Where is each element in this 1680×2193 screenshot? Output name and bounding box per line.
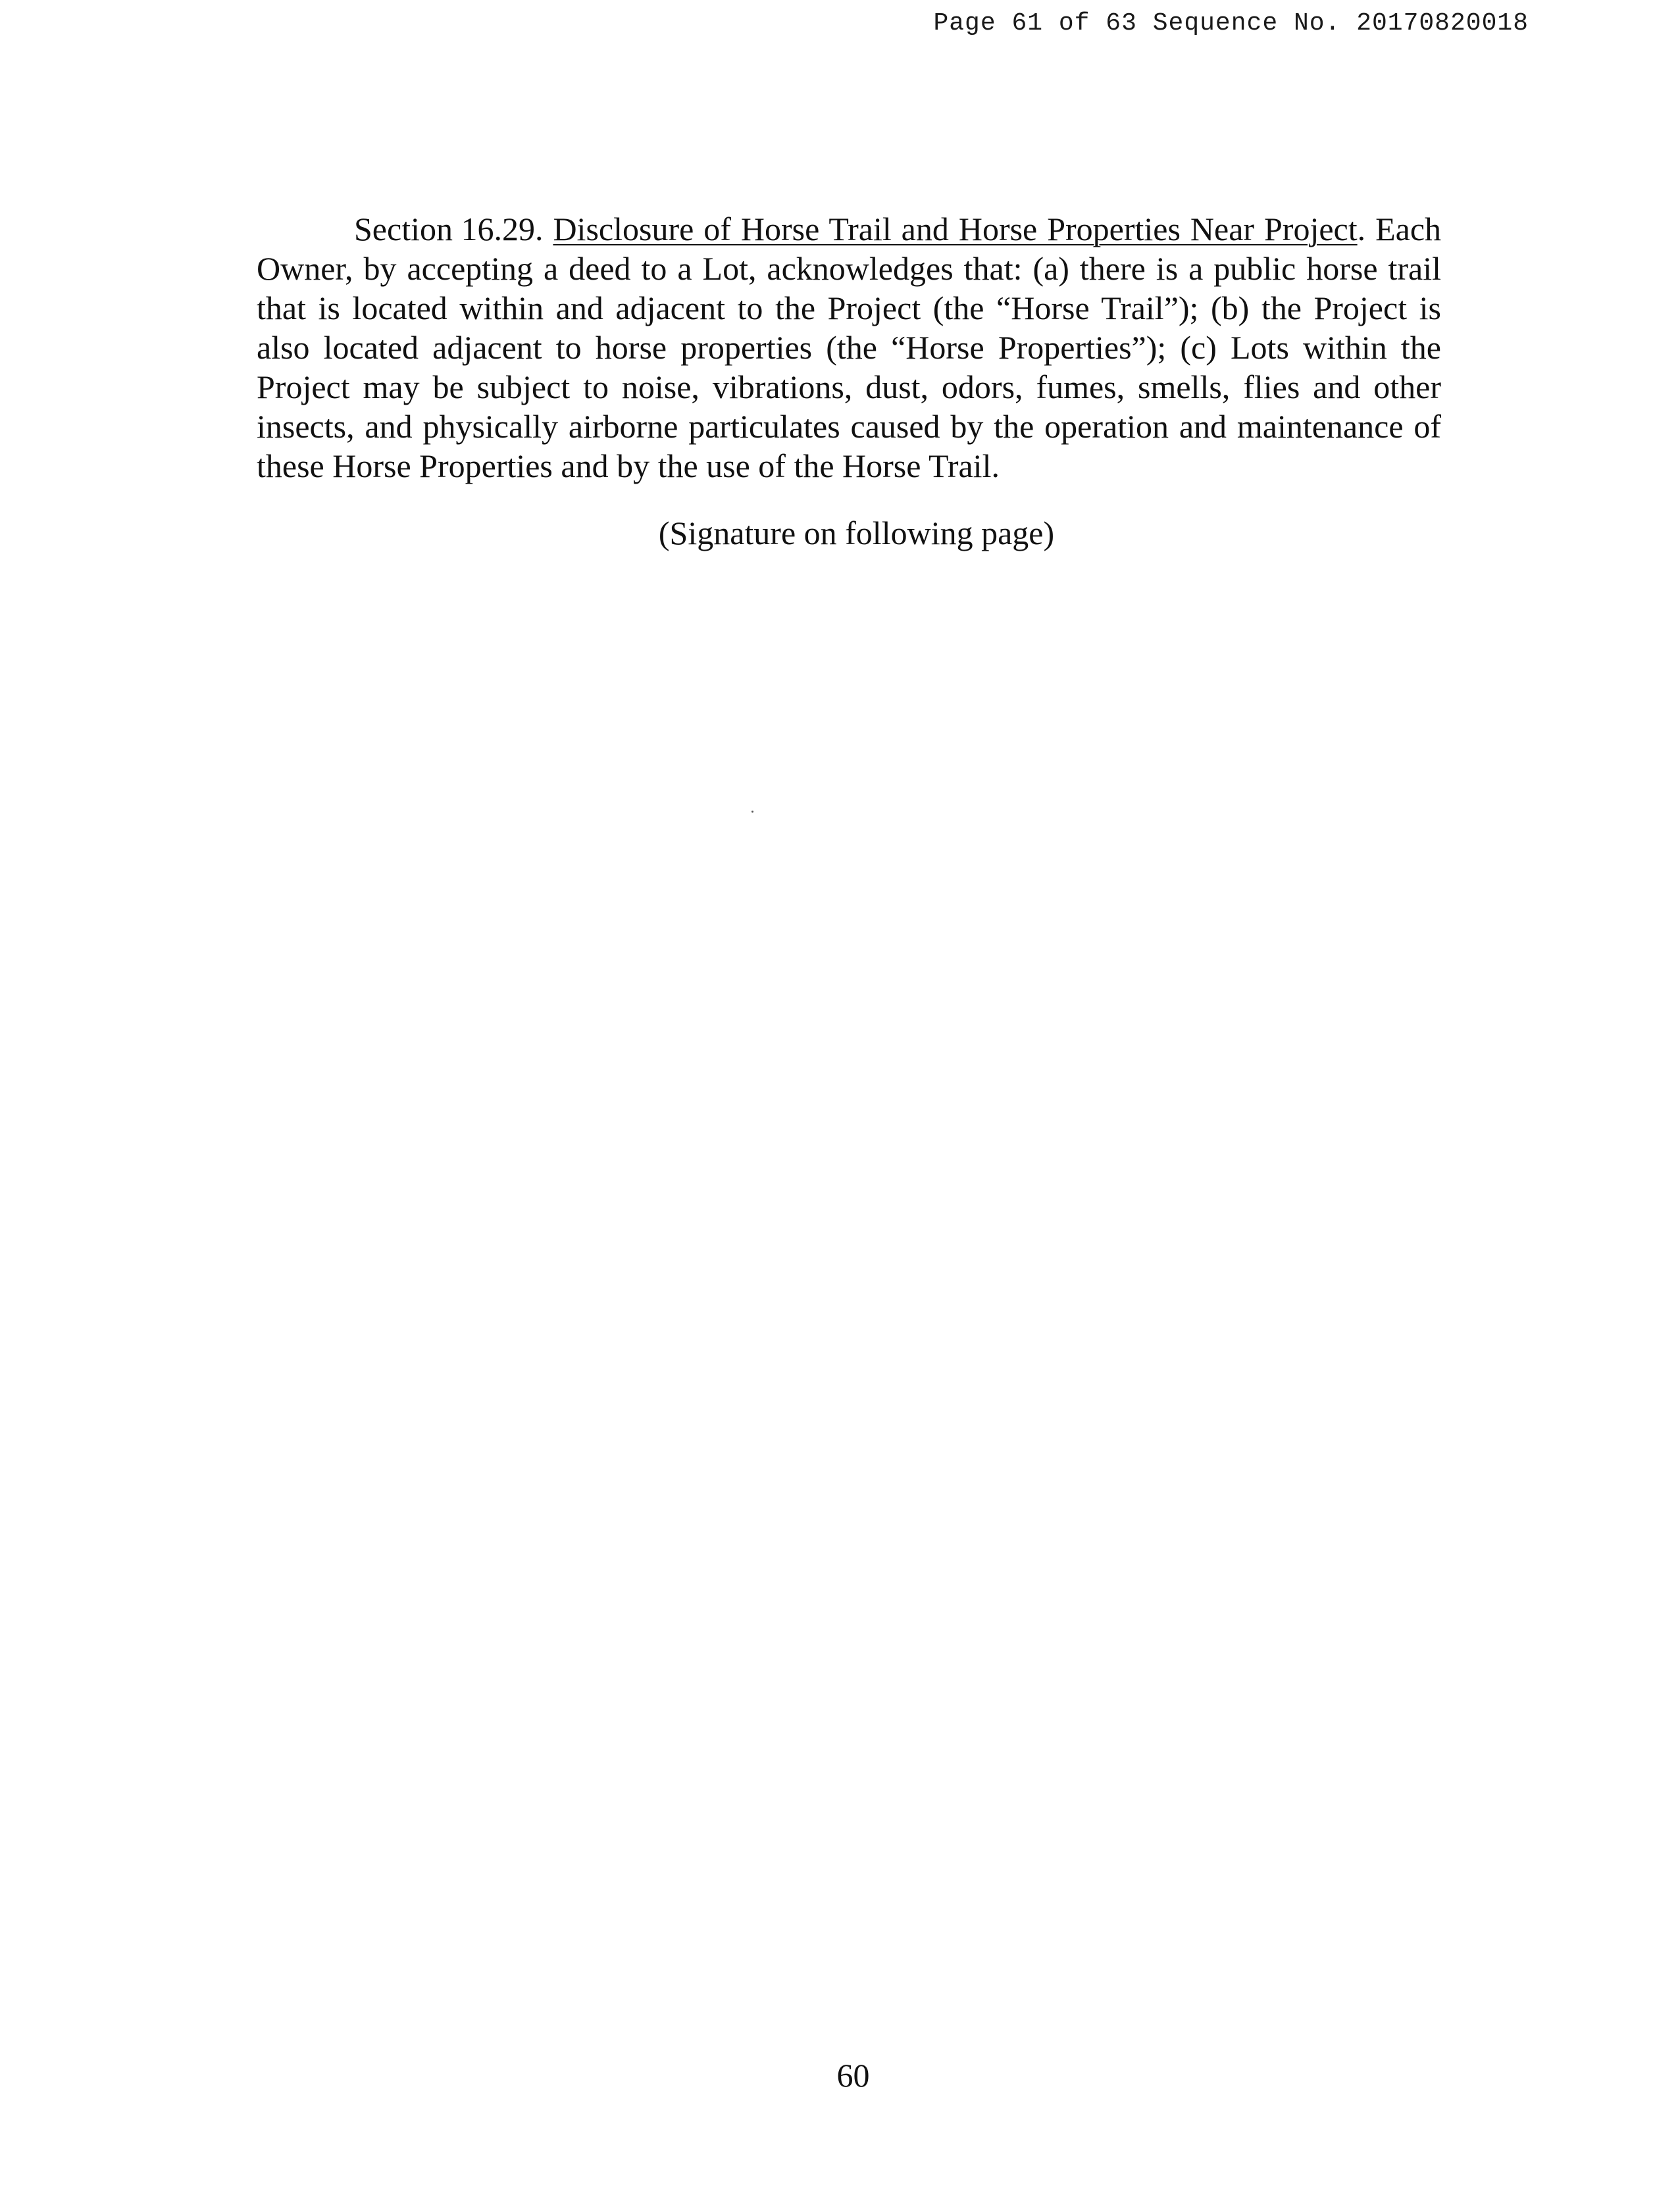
section-body: . Each Owner, by accepting a deed to a Lot, acknowledges that: (a) there is a public horse trail that is located within and adjacent to the Project (the “Horse Trail”); (b) the Project is also located adjacent to horse properties (the “Horse Properties”); (c) Lots within the Project may be subject to noise, vibrations, dust, odors, fumes, smells, flies and other insects, and physically airborne particulates caused by the operation and maintenance of these Horse Properties and by the use of the Horse Trail. — [257, 211, 1442, 484]
section-number: Section 16.29. — [354, 211, 544, 247]
page-number: 60 — [836, 2057, 870, 2094]
section-title: Disclosure of Horse Trail and Horse Properties Near Project — [553, 211, 1358, 247]
page-header: Page 61 of 63 Sequence No. 20170820018 — [933, 9, 1529, 38]
section-paragraph — [257, 209, 1441, 486]
scan-speck — [751, 811, 753, 813]
signature-note: (Signature on following page) — [658, 515, 1055, 551]
